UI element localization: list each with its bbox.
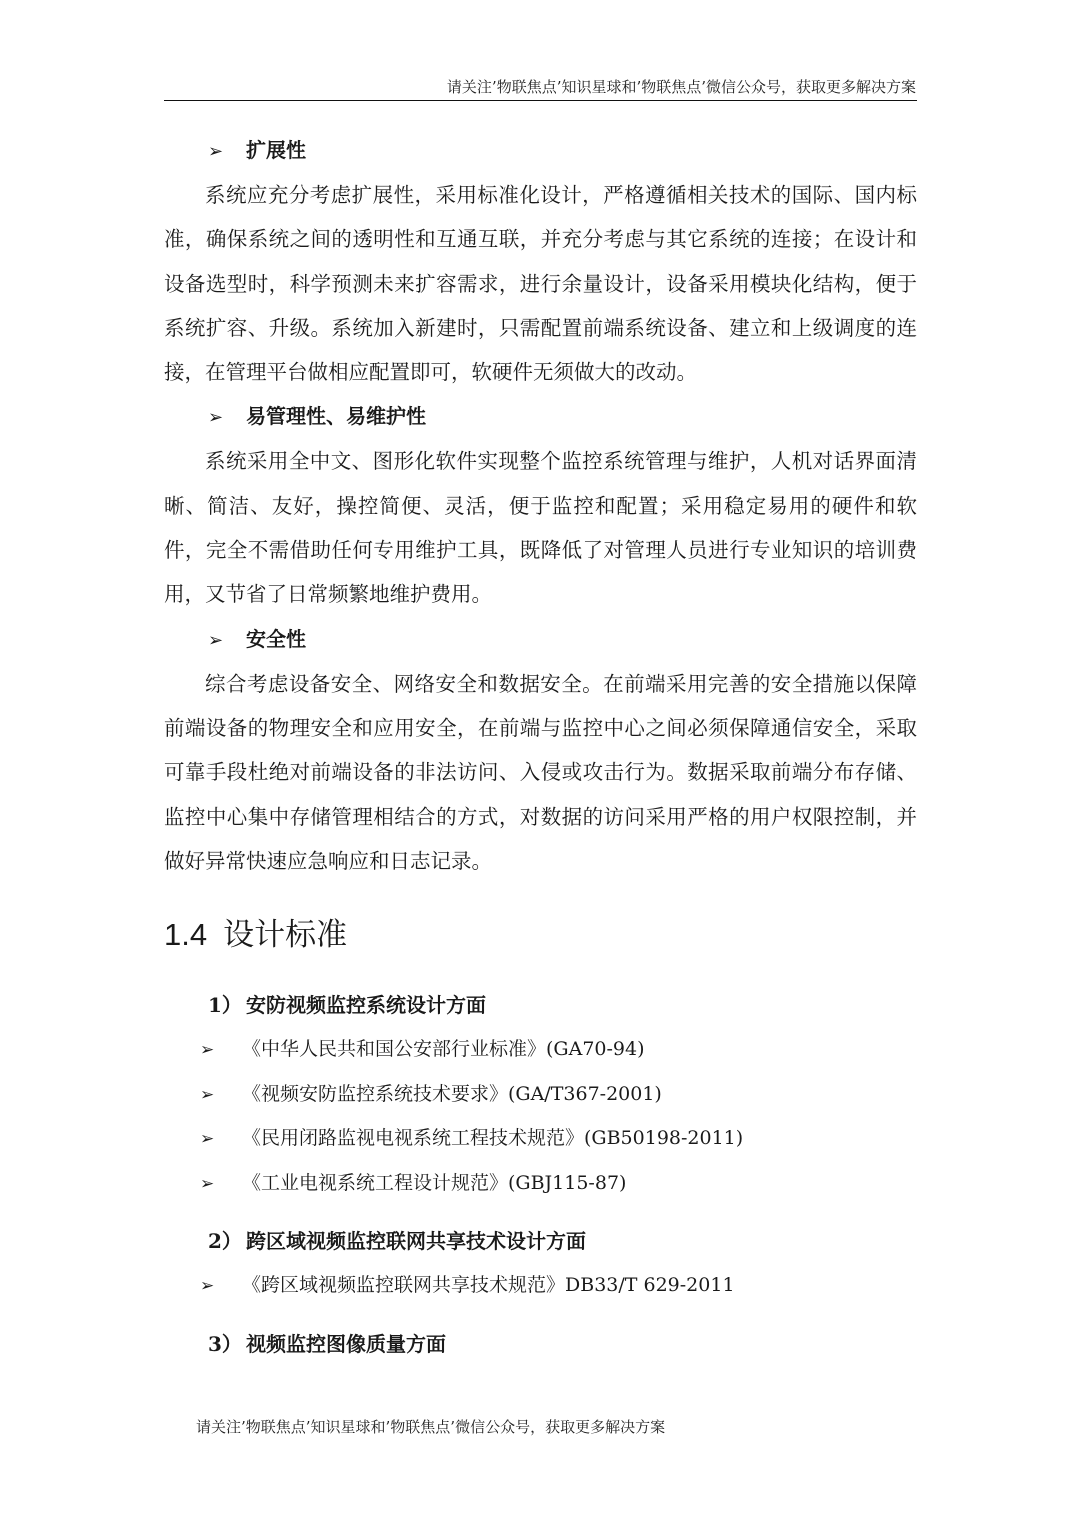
page-header: 请关注’物联焦点’知识星球和’物联焦点’微信公众号，获取更多解决方案 [446,78,916,96]
arrowhead-bullet-icon: ➢ [200,1276,215,1297]
section-heading-design-standards [164,907,917,963]
heading-number: 1） [208,993,242,1018]
standard-label: 《视频安防监控系统技术要求》(GA/T367-2001) [242,1082,662,1105]
page-footer: 请关注’物联焦点’知识星球和’物联焦点’微信公众号，获取更多解决方案 [196,1418,666,1436]
paragraph-scalability: 系统应充分考虑扩展性，采用标准化设计，严格遵循相关技术的国际、国内标准，确保系统之间的透明性和互通互联，并充分考虑与其它系统的连接；在设计和设备选型时，科学预测未来扩容需求，进行余量设计，设备采用模块化结构，便于系统扩容、升级。系统加入新建时，只需配置前端系统设备、建立和上级调度的连接，在管理平台做相应配置即可，软硬件无须做大的改动。 [164,183,917,385]
arrowhead-bullet-icon: ➢ [208,141,224,162]
paragraph-security: 综合考虑设备安全、网络安全和数据安全。在前端采用完善的安全措施以保障前端设备的物理安全和应用安全，在前端与监控中心之间必须保障通信安全，采取可靠手段杜绝对前端设备的非法访问、入侵或攻击行为。数据采取前端分布存储、监控中心集中存储管理相结合的方式，对数据的访问采用严格的用户权限控制，并做好异常快速应急响应和日志记录。 [164,671,917,873]
standard-list-item [164,1027,917,1072]
arrowhead-bullet-icon: ➢ [208,629,224,651]
paragraph-maintainability: 系统采用全中文、图形化软件实现整个监控系统管理与维护，人机对话界面清晰、简洁、友好，操控简便、灵活，便于监控和配置；采用稳定易用的硬件和软件，完全不需借助任何专用维护工具，既降低了对管理人员进行专业知识的培训费用，又节省了日常频繁地维护费用。 [164,449,917,607]
arrowhead-bullet-icon: ➢ [200,1129,215,1150]
heading-label: 跨区域视频监控联网共享技术设计方面 [246,1229,586,1254]
standard-label: 《跨区域视频监控联网共享技术规范》DB33/T 629-2011 [242,1274,735,1297]
arrowhead-bullet-icon: ➢ [200,1040,215,1061]
numbered-heading-3 [164,1322,917,1366]
standard-label: 《民用闭路监视电视系统工程技术规范》(GB50198-2011) [242,1127,744,1150]
numbered-heading-2 [164,1219,917,1263]
standard-list-item [164,1263,917,1308]
subheading-label: 安全性 [246,626,306,651]
page-content [164,128,917,1366]
standard-label: 《中华人民共和国公安部行业标准》(GA70-94) [242,1038,645,1061]
standard-label: 《工业电视系统工程设计规范》(GBJ115-87) [242,1171,627,1194]
subheading-security [164,617,917,662]
arrowhead-bullet-icon: ➢ [200,1084,215,1105]
subheading-maintainability [164,394,917,439]
arrowhead-bullet-icon: ➢ [208,407,224,429]
header-divider [164,100,917,101]
heading-number: 3） [208,1331,242,1356]
subheading-label: 易管理性、易维护性 [246,404,426,429]
section-title: 设计标准 [223,917,348,953]
heading-number: 2） [208,1229,242,1254]
heading-label: 视频监控图像质量方面 [246,1331,446,1356]
subheading-label: 扩展性 [246,138,306,162]
arrowhead-bullet-icon: ➢ [200,1173,215,1194]
subheading-scalability [164,128,917,173]
standard-list-item [164,1161,917,1206]
numbered-heading-1 [164,983,917,1027]
standard-list-item [164,1072,917,1117]
standard-list-item [164,1116,917,1161]
section-number: 1.4 [164,917,208,953]
heading-label: 安防视频监控系统设计方面 [246,993,486,1018]
